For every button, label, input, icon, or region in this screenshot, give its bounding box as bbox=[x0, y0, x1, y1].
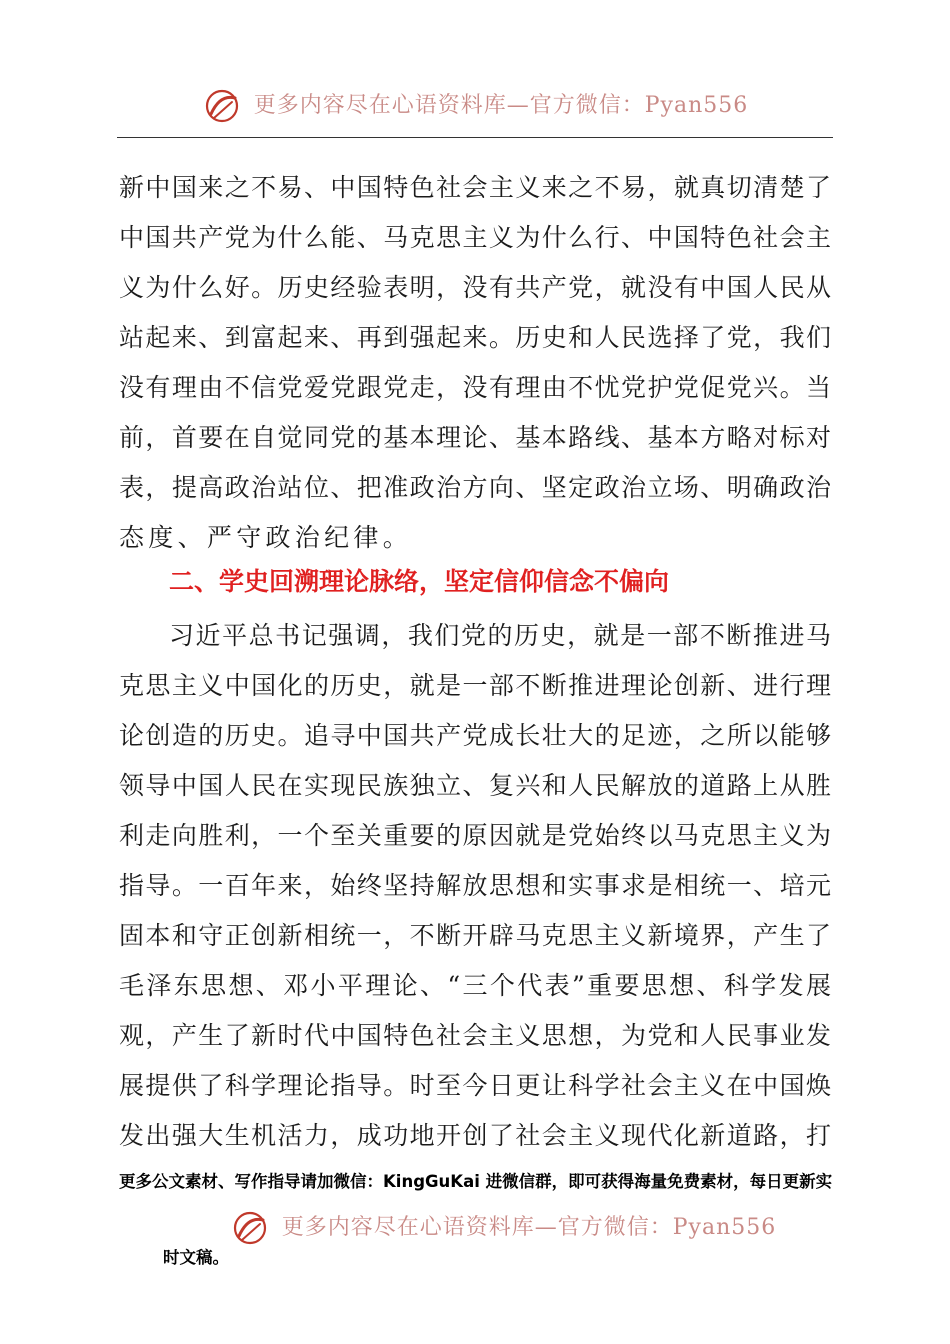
text-line: 义为什么好。历史经验表明，没有共产党，就没有中国人民从 bbox=[119, 273, 831, 302]
footer-banner-text: 更多内容尽在心语资料库—官方微信：Pyan556 bbox=[281, 1215, 777, 1240]
text-line: 习近平总书记强调，我们党的历史，就是一部不断推进马 bbox=[169, 621, 831, 650]
text-line: 指导。一百年来，始终坚持解放思想和实事求是相统一、培元 bbox=[119, 871, 831, 900]
promo-text: 更多公文素材、写作指导请加微信：KingGuKai 进微信群，即可获得海量免费素材，每日更新实 bbox=[119, 1172, 833, 1191]
text-line: 没有理由不信党爱党跟党走，没有理由不忧党护党促党兴。当 bbox=[119, 373, 831, 402]
header-banner-text: 更多内容尽在心语资料库—官方微信：Pyan556 bbox=[253, 93, 749, 118]
paragraph-1 bbox=[119, 163, 831, 563]
paragraph-2 bbox=[119, 611, 831, 1161]
footer-banner bbox=[28, 1210, 950, 1246]
text-line: 毛泽东思想、邓小平理论、“三个代表”重要思想、科学发展 bbox=[119, 971, 831, 1000]
section-heading: 二、学史回溯理论脉络，坚定信仰信念不偏向 bbox=[169, 567, 670, 596]
promo-text-tail: 时文稿。 bbox=[163, 1248, 229, 1267]
text-line: 论创造的历史。追寻中国共产党成长壮大的足迹，之所以能够 bbox=[119, 721, 831, 750]
text-line: 克思主义中国化的历史，就是一部不断推进理论创新、进行理 bbox=[119, 671, 831, 700]
header-banner bbox=[0, 88, 950, 124]
logo-icon bbox=[202, 88, 242, 124]
text-line: 领导中国人民在实现民族独立、复兴和人民解放的道路上从胜 bbox=[119, 771, 831, 800]
text-line: 观，产生了新时代中国特色社会主义思想，为党和人民事业发 bbox=[119, 1021, 831, 1050]
text-line: 发出强大生机活力，成功地开创了社会主义现代化新道路，打 bbox=[119, 1121, 831, 1150]
text-line: 中国共产党为什么能、马克思主义为什么行、中国特色社会主 bbox=[119, 223, 831, 252]
text-line: 新中国来之不易、中国特色社会主义来之不易，就真切清楚了 bbox=[119, 173, 831, 202]
text-line: 固本和守正创新相统一，不断开辟马克思主义新境界，产生了 bbox=[119, 921, 831, 950]
text-line: 展提供了科学理论指导。时至今日更让科学社会主义在中国焕 bbox=[119, 1071, 831, 1100]
logo-icon bbox=[230, 1210, 270, 1246]
text-line: 站起来、到富起来、再到强起来。历史和人民选择了党，我们 bbox=[119, 323, 831, 352]
text-line: 态度、严守政治纪律。 bbox=[119, 523, 413, 552]
text-line: 前，首要在自觉同党的基本理论、基本路线、基本方略对标对 bbox=[119, 423, 831, 452]
text-line: 表，提高政治站位、把准政治方向、坚定政治立场、明确政治 bbox=[119, 473, 831, 502]
text-line: 利走向胜利，一个至关重要的原因就是党始终以马克思主义为 bbox=[119, 821, 831, 850]
header-divider bbox=[117, 137, 833, 138]
